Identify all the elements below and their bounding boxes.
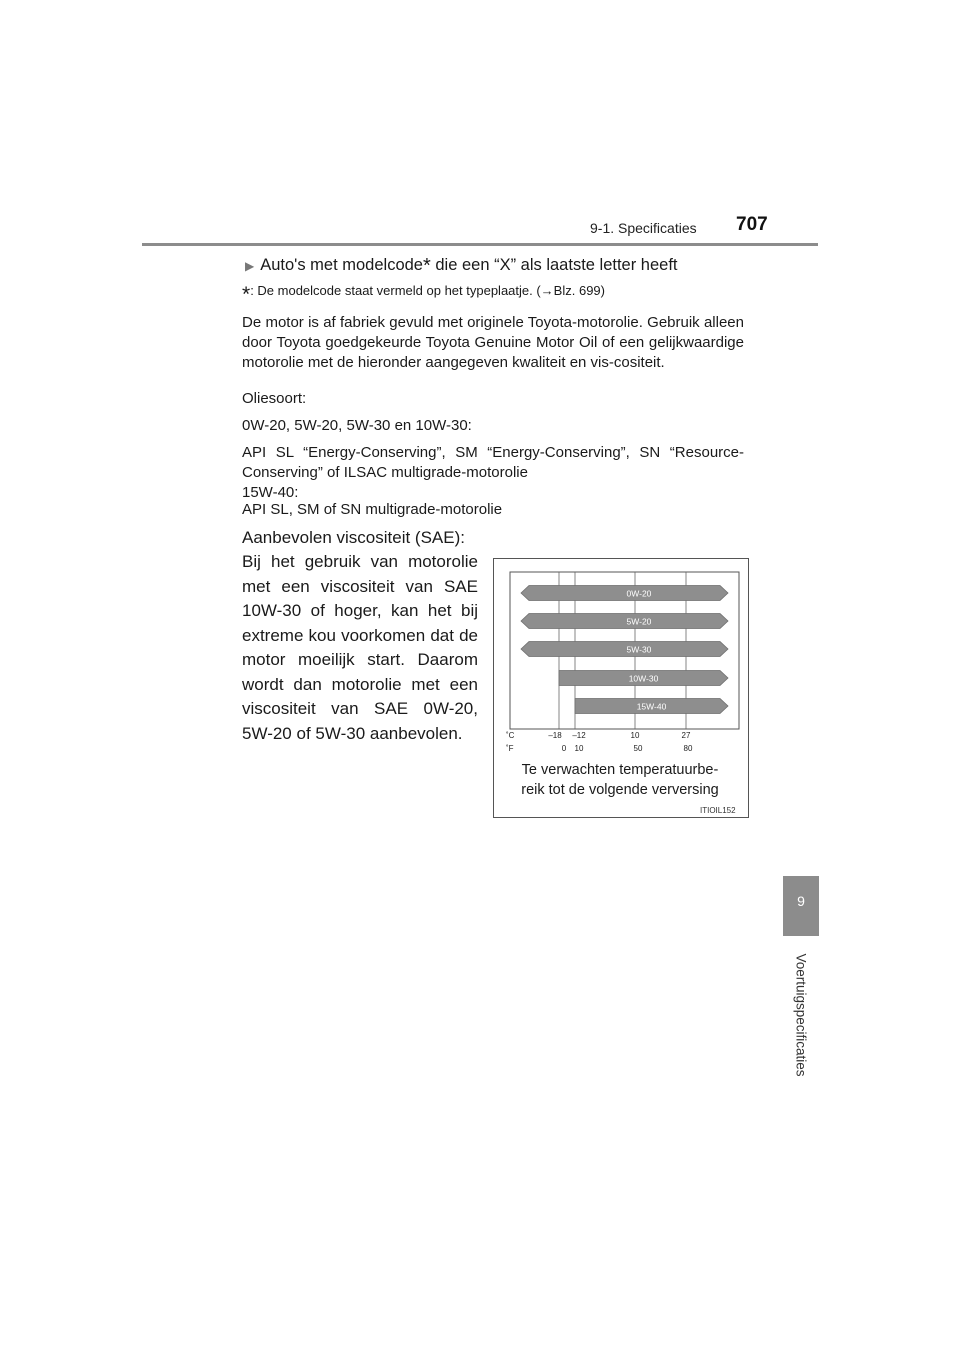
celsius-unit-label: ˚C — [506, 731, 515, 740]
oil-grades-2: 15W-40: — [242, 484, 299, 501]
asterisk-mark: * — [422, 255, 431, 277]
viscosity-grade-label: 5W-30 — [626, 644, 652, 655]
viscosity-range-bar — [521, 586, 728, 601]
celsius-tick-label: –12 — [572, 731, 586, 740]
viscosity-grade-label: 0W-20 — [626, 588, 652, 599]
fahrenheit-tick-label: 80 — [683, 744, 693, 753]
section-title: 9-1. Specificaties — [590, 220, 697, 236]
viscosity-grade-label: 5W-20 — [626, 616, 652, 627]
intro-paragraph: De motor is af fabriek gevuld met originele Toyota-motorolie. Gebruik alleen door Toyota goedgekeurde Toyota Genuine Motor Oil of een gelijkwaardige motorolie met de hieronder aangegeven kwaliteit en vis-cositeit. — [242, 314, 744, 371]
viscosity-range-bar — [521, 614, 728, 629]
fahrenheit-tick-label: 0 — [561, 744, 567, 753]
celsius-tick-label: –18 — [548, 731, 562, 740]
fahrenheit-tick-label: 10 — [574, 744, 584, 753]
chapter-number: 9 — [797, 893, 805, 909]
oil-type-label: Oliesoort: — [242, 390, 307, 407]
viscosity-grade-label: 15W-40 — [636, 701, 667, 712]
figure-id: ITIOIL152 — [700, 806, 736, 815]
page-number: 707 — [736, 214, 768, 235]
fahrenheit-unit-label: ˚F — [506, 744, 514, 753]
oil-spec-2: API SL, SM of SN multigrade-motorolie — [242, 501, 503, 518]
footnote — [242, 283, 605, 307]
oil-grades-1: 0W-20, 5W-20, 5W-30 en 10W-30: — [242, 417, 472, 434]
viscosity-label: Aanbevolen viscositeit (SAE): — [242, 528, 465, 547]
footnote-text: : De modelcode staat vermeld op het typeplaatje. (→Blz. 699) — [250, 283, 605, 298]
triangle-bullet-icon: ▶ — [245, 259, 255, 273]
viscosity-advice: Bij het gebruik van motorolie met een viscositeit van SAE 10W-30 of hoger, kan het bij extreme kou voorkomen dat de motor moeilijk start. Daarom wordt dan motorolie met een viscositeit van SAE 0W-20, 5W-20 of 5W-30 aanbevolen. — [242, 552, 478, 743]
fahrenheit-tick-label: 50 — [633, 744, 643, 753]
footnote-asterisk: * — [242, 283, 251, 306]
viscosity-range-bar — [521, 642, 728, 657]
heading-text-start: Auto's met modelcode — [260, 256, 423, 274]
figure-caption: Te verwachten temperatuurbe-reik tot de volgende verversing — [521, 762, 719, 798]
viscosity-grade-label: 10W-30 — [628, 673, 659, 684]
chapter-label: Voertuigspecificaties — [793, 953, 809, 1077]
oil-spec-1: API SL “Energy-Conserving”, SM “Energy-Conserving”, SN “Resource-Conserving” of ILSAC multigrade-motorolie — [242, 444, 744, 481]
celsius-tick-label: 10 — [630, 731, 640, 740]
celsius-tick-label: 27 — [681, 731, 691, 740]
heading-text-end: die een “X” als laatste letter heeft — [430, 256, 678, 274]
subsection-heading — [245, 256, 678, 275]
header-rule — [142, 243, 818, 246]
